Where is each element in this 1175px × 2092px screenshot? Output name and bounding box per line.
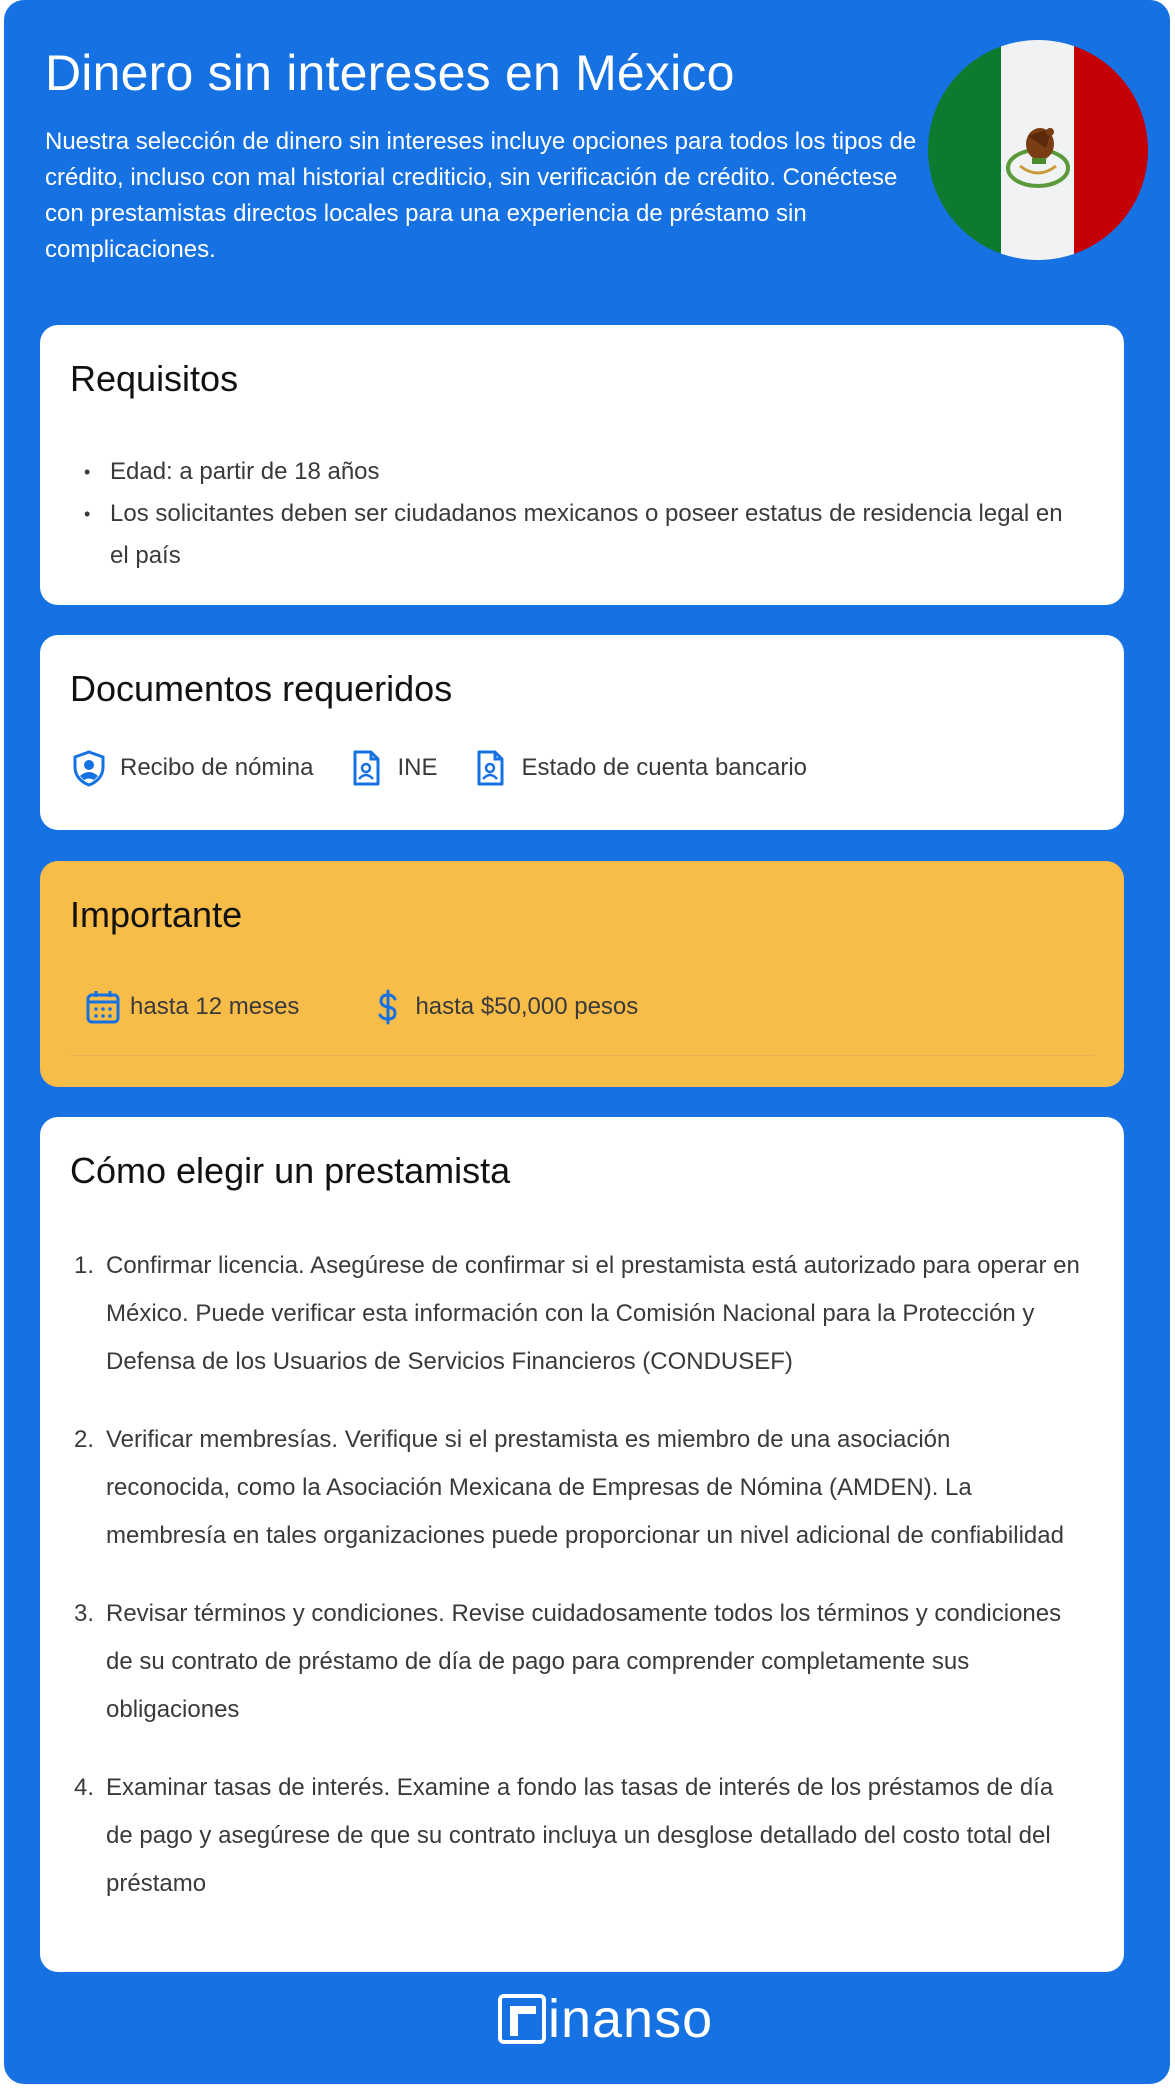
brand-name: inanso — [548, 1989, 714, 2049]
brand-logo — [498, 1989, 714, 2049]
step-number: 4. — [74, 1774, 95, 1801]
calendar-icon — [84, 988, 122, 1026]
lender-steps-list — [70, 1242, 1080, 1938]
step-number: 2. — [74, 1426, 95, 1453]
infographic-page — [4, 0, 1170, 2084]
list-item — [70, 1242, 1080, 1386]
list-item — [70, 1590, 1080, 1734]
document-label: Estado de cuenta bancario — [521, 754, 808, 781]
documents-title: Documentos requeridos — [70, 668, 453, 709]
mexico-flag-icon — [928, 40, 1148, 260]
step-text: Confirmar licencia. Asegúrese de confirmar si el prestamista está autorizado para operar en México. Puede verificar esta información con la Comisión Nacional para la Protección y Defensa de los Usuarios de Servicios Financieros (CONDUSEF) — [106, 1252, 1080, 1375]
list-item — [70, 1416, 1080, 1560]
document-label: Recibo de nómina — [120, 754, 314, 781]
important-label: hasta 12 meses — [130, 993, 300, 1020]
id-document-icon — [347, 749, 385, 787]
lender-guide-title: Cómo elegir un prestamista — [70, 1150, 511, 1191]
page-title: Dinero sin intereses en México — [45, 45, 735, 101]
page-description: Nuestra selección de dinero sin intereses incluye opciones para todos los tipos de crédito, incluso con mal historial crediticio, sin verificación de crédito. Conéctese con prestamistas directos locales para una experiencia de préstamo sin complicaciones. — [45, 128, 917, 263]
finanso-f-logo-icon — [498, 1994, 546, 2044]
important-label: hasta $50,000 pesos — [415, 993, 639, 1020]
dollar-icon — [369, 988, 407, 1026]
step-text: Revisar términos y condiciones. Revise cuidadosamente todos los términos y condiciones de su contrato de préstamo de día de pago para comprender completamente sus obligaciones — [106, 1600, 1062, 1723]
step-text: Verificar membresías. Verifique si el prestamista es miembro de una asociación reconocida, como la Asociación Mexicana de Empresas de Nómina (AMDEN). La membresía en tales organizaciones puede proporcionar un nivel adicional de confiabilidad — [106, 1426, 1064, 1549]
important-title: Importante — [70, 894, 243, 935]
documents-list — [70, 749, 841, 787]
documents-card — [40, 635, 1124, 830]
important-item-term — [84, 988, 299, 1026]
requirements-list — [74, 451, 1084, 577]
step-text: Examinar tasas de interés. Examine a fondo las tasas de interés de los préstamos de día de pago y asegúrese de que su contrato incluya un desglose detallado del costo total del préstamo — [106, 1774, 1054, 1897]
document-item-ine — [347, 749, 437, 787]
divider — [70, 1055, 1094, 1056]
important-card — [40, 861, 1124, 1087]
id-document-icon — [471, 749, 509, 787]
document-item-bank-statement — [471, 749, 807, 787]
important-item-amount — [369, 988, 638, 1026]
step-number: 1. — [74, 1252, 95, 1279]
step-number: 3. — [74, 1600, 95, 1627]
document-label: INE — [397, 754, 438, 781]
shield-user-icon — [70, 749, 108, 787]
document-item-payroll — [70, 749, 313, 787]
list-item — [70, 1764, 1080, 1908]
list-item: • Los solicitantes deben ser ciudadanos mexicanos o poseer estatus de residencia legal en el país — [74, 493, 1084, 577]
important-list — [84, 988, 708, 1026]
list-item: • Edad: a partir de 18 años — [74, 451, 1084, 493]
requirements-title: Requisitos — [70, 358, 239, 399]
lender-guide-card — [40, 1117, 1124, 1972]
